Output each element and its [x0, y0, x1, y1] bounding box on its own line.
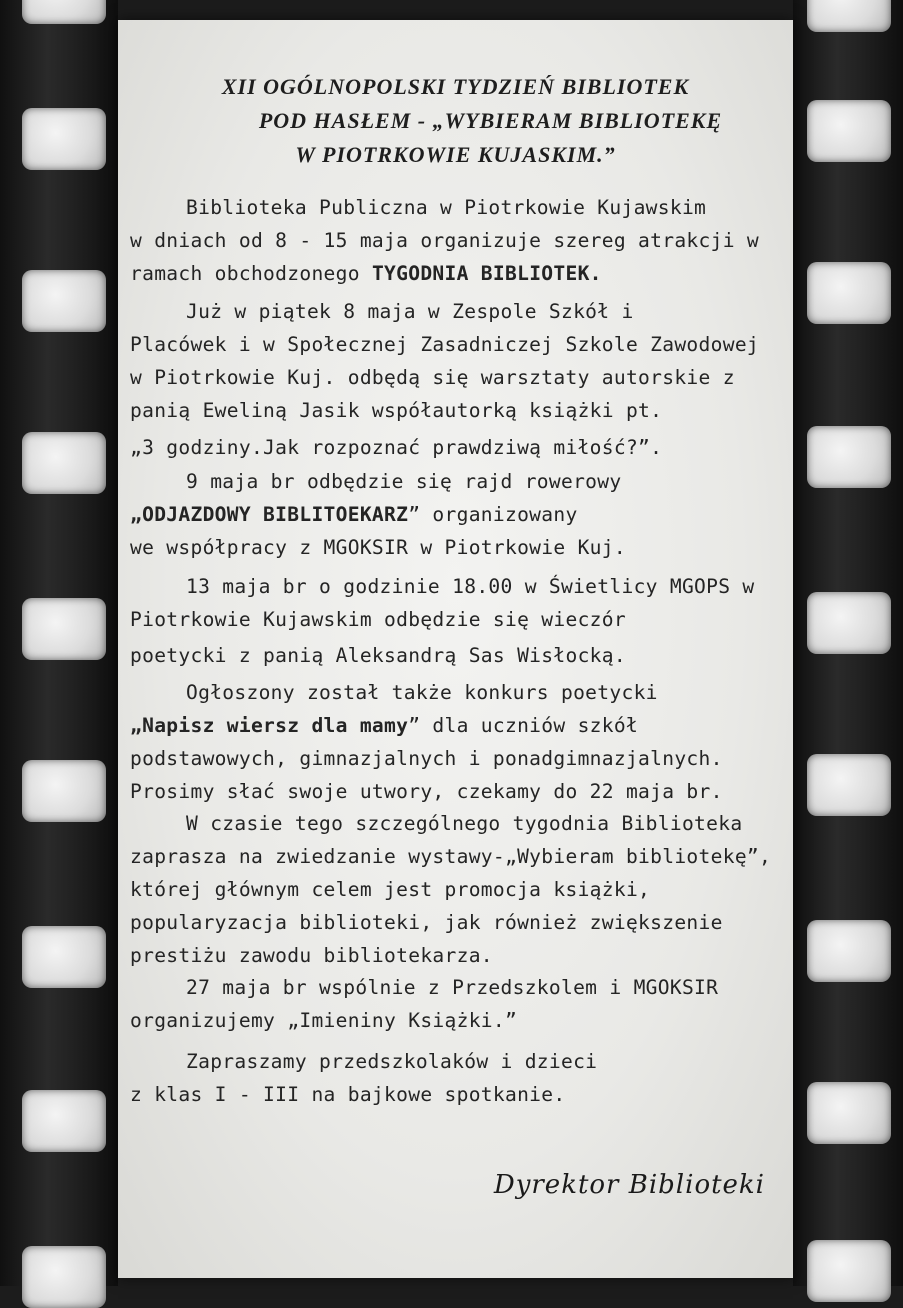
film-perforation [22, 108, 106, 170]
week-highlight: TYGODNIA BIBLIOTEK. [371, 261, 602, 285]
text-line: we współpracy z MGOKSIR w Piotrkowie Kuj. [130, 535, 626, 559]
text-line: w Piotrkowie Kuj. odbędą się warsztaty autorskie z [130, 365, 735, 389]
heading-line: W PIOTRKOWIE KUJASKIM.” [295, 142, 616, 167]
text-line: Już w piątek 8 maja w Zespole Szkół i [186, 300, 634, 324]
film-strip-left [0, 0, 118, 1286]
text-line: „3 godziny.Jak rozpoznać prawdziwą miłość?”. [130, 435, 663, 459]
film-perforation [22, 926, 106, 988]
text-line: Piotrkowie Kujawskim odbędzie się wieczór [130, 607, 626, 631]
film-perforation [807, 0, 891, 32]
poster-sheet [118, 20, 793, 1278]
film-perforation [22, 1246, 106, 1308]
text-line: w dniach od 8 - 15 maja organizuje szereg atrakcji w [130, 228, 760, 252]
text-line: organizujemy „Imieniny Książki.” [130, 1009, 518, 1033]
text-line: z klas I - III na bajkowe spotkanie. [130, 1082, 566, 1106]
film-perforation [22, 760, 106, 822]
poster-body [130, 192, 790, 1112]
text-line: W czasie tego szczególnego tygodnia Biblioteka [186, 812, 743, 836]
text-line: Prosimy słać swoje utwory, czekamy do 22 maja br. [130, 779, 723, 803]
text-line: prestiżu zawodu bibliotekarza. [130, 943, 493, 967]
director-signature: Dyrektor Biblioteki [493, 1170, 765, 1200]
film-perforation [807, 1082, 891, 1144]
text-line: Placówek i w Społecznej Zasadniczej Szkole Zawodowej [130, 333, 760, 357]
film-perforation [807, 262, 891, 324]
film-perforation [22, 1090, 106, 1152]
film-strip-right [793, 0, 903, 1286]
text-line: poetycki z panią Aleksandrą Sas Wisłocką. [130, 644, 626, 668]
film-perforation [807, 100, 891, 162]
text-line: „ODJAZDOWY BIBLITOEKARZ” organizowany [130, 503, 578, 527]
heading-line: POD HASŁEM - „WYBIERAM BIBLIOTEKĘ [258, 108, 723, 133]
film-perforation [807, 754, 891, 816]
text-line: Biblioteka Publiczna w Piotrkowie Kujawskim [186, 196, 707, 219]
film-perforation [22, 432, 106, 494]
text-line: 13 maja br o godzinie 18.00 w Świetlicy MGOPS w [186, 574, 755, 598]
poster-heading [118, 70, 793, 172]
film-perforation [807, 1240, 891, 1302]
text-line: zaprasza na zwiedzanie wystawy-„Wybieram bibliotekę”, [130, 845, 772, 869]
film-perforation [807, 920, 891, 982]
text-line: podstawowych, gimnazjalnych i ponadgimnazjalnych. [130, 746, 723, 770]
film-perforation [807, 426, 891, 488]
contest-name: „Napisz wiersz dla mamy [130, 713, 409, 737]
text-line: której głównym celem jest promocja książki, [130, 877, 651, 901]
text-line: Zapraszamy przedszkolaków i dzieci [186, 1049, 598, 1073]
text-line: „Napisz wiersz dla mamy” dla uczniów szkół [130, 713, 639, 737]
film-perforation [22, 0, 106, 24]
rally-name: „ODJAZDOWY BIBLITOEKARZ [130, 503, 409, 527]
film-perforation [807, 592, 891, 654]
heading-line: XII OGÓLNOPOLSKI TYDZIEŃ BIBLIOTEK [221, 74, 690, 99]
text-line: panią Eweliną Jasik współautorką książki pt. [130, 398, 663, 422]
text-line: popularyzacja biblioteki, jak również zwiększenie [130, 910, 723, 934]
film-perforation [22, 598, 106, 660]
text-line: 27 maja br wspólnie z Przedszkolem i MGOKSIR [186, 976, 719, 1000]
text-line: Ogłoszony został także konkurs poetycki [186, 681, 658, 705]
film-perforation [22, 270, 106, 332]
text-line: ramach obchodzonego TYGODNIA BIBLIOTEK. [130, 261, 602, 285]
text-line: 9 maja br odbędzie się rajd rowerowy [186, 470, 622, 494]
